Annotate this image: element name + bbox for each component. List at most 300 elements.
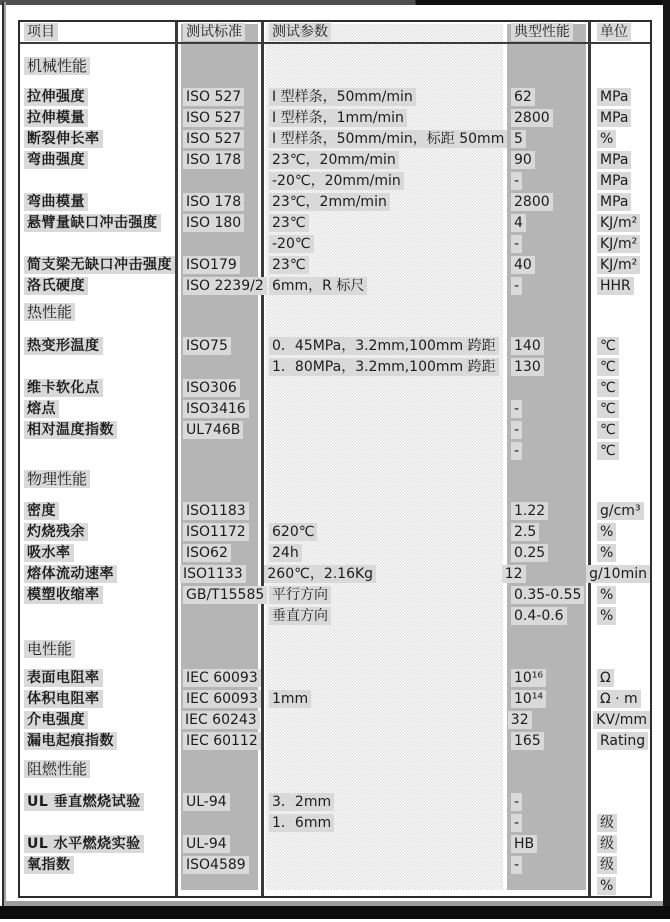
standard-cell <box>177 856 267 874</box>
property-section <box>20 468 650 626</box>
parameter-cell <box>267 607 507 625</box>
item-text: 吸水率 <box>24 544 74 562</box>
value-text: 12 <box>502 565 526 583</box>
param-text: I 型样条，50mm/min，标距 50mm <box>269 130 507 148</box>
table-row <box>20 667 650 688</box>
standard-text: UL746B <box>183 421 243 439</box>
typical-value-cell <box>507 793 591 811</box>
table-row <box>20 86 650 107</box>
unit-cell <box>591 400 650 418</box>
header-typical-label: 典型性能 <box>511 23 573 41</box>
unit-cell <box>591 877 650 895</box>
unit-cell <box>591 607 650 625</box>
unit-text: % <box>597 607 616 625</box>
table-row <box>20 440 650 461</box>
unit-cell <box>591 256 650 274</box>
standard-cell <box>177 793 267 811</box>
property-section <box>20 758 650 896</box>
unit-text: ℃ <box>597 379 619 397</box>
value-text: 165 <box>511 732 544 750</box>
parameter-cell <box>267 151 507 169</box>
typical-value-cell <box>507 172 591 190</box>
unit-text: % <box>597 523 616 541</box>
table-row <box>20 500 650 521</box>
typical-value-cell <box>507 235 591 253</box>
param-text: 1．80MPa，3.2mm,100mm 跨距 <box>269 358 499 376</box>
table-row <box>20 833 650 854</box>
typical-value-cell <box>507 130 591 148</box>
table-row <box>20 149 650 170</box>
item-text: 维卡软化点 <box>24 379 103 397</box>
typical-value-cell <box>507 358 591 376</box>
typical-value-cell <box>507 256 591 274</box>
item-cell <box>20 690 177 708</box>
item-text: 相对温度指数 <box>24 421 117 439</box>
param-text: 6mm，R 标尺 <box>269 277 367 295</box>
unit-text: g/cm³ <box>597 502 644 520</box>
unit-text: ℃ <box>597 442 619 460</box>
unit-text: Rating <box>597 732 648 750</box>
value-text: - <box>511 277 522 295</box>
item-text: 熔点 <box>24 400 59 418</box>
unit-text: 级 <box>597 856 617 874</box>
unit-text: % <box>597 877 616 895</box>
typical-value-cell <box>507 214 591 232</box>
value-text: 2800 <box>511 193 553 211</box>
parameter-cell <box>267 793 507 811</box>
parameter-cell <box>267 690 507 708</box>
typical-value-cell <box>507 337 591 355</box>
table-row <box>20 398 650 419</box>
unit-cell <box>587 711 650 729</box>
param-text: 1mm <box>269 690 311 708</box>
unit-cell <box>591 586 650 604</box>
unit-text: MPa <box>597 151 631 169</box>
parameter-cell <box>267 256 507 274</box>
standard-cell <box>177 109 267 127</box>
value-text: - <box>511 235 522 253</box>
unit-cell <box>591 172 650 190</box>
table-row <box>20 233 650 254</box>
value-text: 4 <box>511 214 526 232</box>
unit-text: ℃ <box>597 400 619 418</box>
unit-cell <box>591 856 650 874</box>
item-text: 介电强度 <box>24 711 88 729</box>
unit-text: MPa <box>597 193 631 211</box>
unit-cell <box>591 690 650 708</box>
unit-cell <box>591 544 650 562</box>
typical-value-cell <box>507 502 591 520</box>
standard-text: ISO 180 <box>183 214 244 232</box>
param-text: 23℃，2mm/min <box>269 193 390 211</box>
item-cell <box>20 214 177 232</box>
value-text: 10¹⁶ <box>511 669 546 687</box>
typical-value-cell <box>507 856 591 874</box>
unit-cell <box>591 502 650 520</box>
typical-value-cell <box>507 523 591 541</box>
standard-cell <box>177 379 267 397</box>
typical-value-cell <box>507 586 591 604</box>
table-row <box>20 128 650 149</box>
unit-text: ℃ <box>597 337 619 355</box>
item-cell <box>20 130 177 148</box>
unit-cell <box>591 814 650 832</box>
value-text: 32 <box>508 711 532 729</box>
param-text: 3．2mm <box>269 793 334 811</box>
item-cell <box>20 400 177 418</box>
item-cell <box>20 193 177 211</box>
standard-cell <box>177 193 267 211</box>
table-body <box>20 55 650 896</box>
value-text: 0.4-0.6 <box>511 607 567 625</box>
property-section <box>20 638 650 751</box>
item-text: UL 垂直燃烧试验 <box>24 793 144 811</box>
value-text: 2.5 <box>511 523 539 541</box>
parameter-cell <box>267 172 507 190</box>
standard-text: ISO1133 <box>180 565 246 583</box>
unit-cell <box>591 88 650 106</box>
typical-value-cell <box>507 88 591 106</box>
table-content <box>20 22 650 896</box>
item-cell <box>20 711 176 729</box>
item-cell <box>20 337 177 355</box>
unit-cell <box>591 151 650 169</box>
item-text: 洛氏硬度 <box>24 277 88 295</box>
typical-value-cell <box>507 442 591 460</box>
standard-cell <box>177 835 267 853</box>
item-text: 拉伸强度 <box>24 88 88 106</box>
unit-text: KJ/m² <box>597 235 640 253</box>
standard-text: IEC 60112 <box>183 732 261 750</box>
typical-value-cell <box>507 400 591 418</box>
parameter-cell <box>267 235 507 253</box>
value-text: 10¹⁴ <box>511 690 546 708</box>
param-text: 1．6mm <box>269 814 334 832</box>
unit-text: ℃ <box>597 358 619 376</box>
parameter-cell <box>267 214 507 232</box>
typical-value-cell <box>507 421 591 439</box>
item-cell <box>20 421 177 439</box>
standard-cell <box>177 130 267 148</box>
table-header-row <box>20 22 650 44</box>
item-text: 表面电阻率 <box>24 669 103 687</box>
param-text: 620℃ <box>269 523 317 541</box>
unit-cell <box>591 358 650 376</box>
section-title <box>20 468 650 490</box>
unit-cell <box>591 277 650 295</box>
unit-text: Ω <box>597 669 614 687</box>
standard-text: ISO3416 <box>183 400 249 418</box>
unit-cell <box>591 337 650 355</box>
item-cell <box>20 502 177 520</box>
header-item-label: 项目 <box>24 23 58 41</box>
item-text: 弯曲模量 <box>24 193 88 211</box>
table-row <box>20 170 650 191</box>
item-text: 熔体流动速率 <box>24 565 117 583</box>
standard-text: IEC 60093 <box>183 690 261 708</box>
parameter-cell <box>267 523 507 541</box>
item-cell <box>20 88 177 106</box>
standard-cell <box>177 586 267 604</box>
standard-cell <box>177 502 267 520</box>
param-text: 垂直方向 <box>269 607 331 625</box>
standard-text: ISO 527 <box>183 88 244 106</box>
standard-cell <box>177 337 267 355</box>
item-cell <box>20 277 177 295</box>
value-text: - <box>511 400 522 418</box>
item-cell <box>20 586 177 604</box>
section-rows <box>20 667 650 751</box>
table-row <box>20 419 650 440</box>
parameter-cell <box>267 193 507 211</box>
frame-right-edge <box>663 0 670 918</box>
unit-text: g/10min <box>586 565 650 583</box>
item-cell <box>20 835 177 853</box>
unit-text: MPa <box>597 88 631 106</box>
standard-text: IEC 60243 <box>182 711 260 729</box>
typical-value-cell <box>504 711 587 729</box>
param-text: -20℃ <box>269 235 314 253</box>
unit-cell <box>591 835 650 853</box>
typical-value-cell <box>507 669 591 687</box>
typical-value-cell <box>507 690 591 708</box>
typical-value-cell <box>507 277 591 295</box>
unit-text: 级 <box>597 814 617 832</box>
table-row <box>20 107 650 128</box>
frame-top-edge <box>0 0 670 5</box>
header-unit-cell <box>591 23 650 41</box>
header-item-cell <box>20 23 177 41</box>
frame-bottom-edge <box>0 906 670 919</box>
typical-value-cell <box>507 544 591 562</box>
param-text: I 型样条，1mm/min <box>269 109 407 127</box>
standard-text: ISO1183 <box>183 502 249 520</box>
table-row <box>20 730 650 751</box>
value-text: - <box>511 814 522 832</box>
param-text: 23℃ <box>269 214 309 232</box>
parameter-cell <box>267 586 507 604</box>
header-standard-label: 测试标准 <box>183 23 245 41</box>
property-section <box>20 55 650 296</box>
item-text: 模塑收缩率 <box>24 586 103 604</box>
table-row <box>20 335 650 356</box>
table-row <box>20 875 650 896</box>
section-title <box>20 301 650 323</box>
unit-text: MPa <box>597 109 631 127</box>
param-text: 23℃ <box>269 256 309 274</box>
item-text: 拉伸模量 <box>24 109 88 127</box>
item-cell <box>20 732 177 750</box>
table-row <box>20 563 650 584</box>
properties-table <box>18 20 652 898</box>
unit-cell <box>591 732 650 750</box>
value-text: 1.22 <box>511 502 548 520</box>
standard-text: ISO 527 <box>183 109 244 127</box>
section-rows <box>20 500 650 626</box>
standard-cell <box>177 88 267 106</box>
frame-left-edge <box>2 2 6 916</box>
unit-text: Ω · m <box>597 690 641 708</box>
header-parameter-label: 测试参数 <box>269 23 331 41</box>
section-title-text: 热性能 <box>24 303 75 321</box>
parameter-cell <box>267 814 507 832</box>
param-text: 23℃，20mm/min <box>269 151 399 169</box>
typical-value-cell <box>507 814 591 832</box>
standard-text: ISO 2239/2 <box>183 277 267 295</box>
item-text: 漏电起痕指数 <box>24 732 117 750</box>
unit-cell <box>591 442 650 460</box>
unit-text: % <box>597 544 616 562</box>
parameter-cell <box>267 358 507 376</box>
param-text: -20℃，20mm/min <box>269 172 404 190</box>
item-cell <box>20 565 174 583</box>
item-cell <box>20 523 177 541</box>
item-text: 断裂伸长率 <box>24 130 103 148</box>
unit-cell <box>591 109 650 127</box>
standard-text: GB/T15585 <box>183 586 267 604</box>
standard-cell <box>177 523 267 541</box>
unit-text: KJ/m² <box>597 214 640 232</box>
section-title-text: 物理性能 <box>24 470 90 488</box>
typical-value-cell <box>507 732 591 750</box>
value-text: - <box>511 421 522 439</box>
standard-cell <box>177 400 267 418</box>
section-title-text: 电性能 <box>24 640 75 658</box>
item-cell <box>20 669 177 687</box>
param-text: 0．45MPa，3.2mm,100mm 跨距 <box>269 337 499 355</box>
table-row <box>20 542 650 563</box>
value-text: 140 <box>511 337 544 355</box>
parameter-cell <box>267 130 507 148</box>
unit-cell <box>591 214 650 232</box>
typical-value-cell <box>507 151 591 169</box>
param-text: 平行方向 <box>269 586 331 604</box>
section-title-text: 阻燃性能 <box>24 760 90 778</box>
standard-text: ISO62 <box>183 544 231 562</box>
typical-value-cell <box>507 835 591 853</box>
typical-value-cell <box>507 607 591 625</box>
value-text: 62 <box>511 88 535 106</box>
standard-cell <box>177 669 267 687</box>
unit-cell <box>591 379 650 397</box>
table-row <box>20 854 650 875</box>
item-text: 简支梁无缺口冲击强度 <box>24 256 175 274</box>
unit-text: 级 <box>597 835 617 853</box>
parameter-cell <box>267 337 507 355</box>
standard-text: ISO1172 <box>183 523 249 541</box>
value-text: 40 <box>511 256 535 274</box>
section-title <box>20 638 650 660</box>
value-text: 0.25 <box>511 544 548 562</box>
header-typical-cell <box>507 23 591 41</box>
value-text: 90 <box>511 151 535 169</box>
unit-cell <box>580 565 650 583</box>
typical-value-cell <box>507 109 591 127</box>
parameter-cell <box>267 88 507 106</box>
item-cell <box>20 109 177 127</box>
table-row <box>20 791 650 812</box>
table-row <box>20 356 650 377</box>
parameter-cell <box>267 109 507 127</box>
unit-text: MPa <box>597 172 631 190</box>
value-text: 130 <box>511 358 544 376</box>
header-unit-label: 单位 <box>597 23 631 41</box>
item-cell <box>20 256 177 274</box>
standard-cell <box>177 690 267 708</box>
item-text: UL 水平燃烧实验 <box>24 835 144 853</box>
standard-text: ISO4589 <box>183 856 249 874</box>
item-text: 悬臂量缺口冲击强度 <box>24 214 161 232</box>
table-row <box>20 584 650 605</box>
unit-cell <box>591 235 650 253</box>
standard-text: ISO 178 <box>183 151 244 169</box>
unit-text: KV/mm <box>593 711 650 729</box>
standard-cell <box>177 421 267 439</box>
table-row <box>20 688 650 709</box>
standard-cell <box>177 256 267 274</box>
section-rows <box>20 86 650 296</box>
property-section <box>20 301 650 461</box>
standard-text: IEC 60093 <box>183 669 261 687</box>
table-row <box>20 275 650 296</box>
unit-cell <box>591 193 650 211</box>
table-row <box>20 254 650 275</box>
item-text: 氧指数 <box>24 856 74 874</box>
standard-text: ISO 527 <box>183 130 244 148</box>
value-text: - <box>511 856 522 874</box>
value-text: - <box>511 793 522 811</box>
parameter-cell <box>262 565 497 583</box>
value-text: 2800 <box>511 109 553 127</box>
param-text: 24h <box>269 544 302 562</box>
standard-cell <box>174 565 262 583</box>
item-text: 弯曲强度 <box>24 151 88 169</box>
unit-text: HHR <box>597 277 634 295</box>
item-text: 体积电阻率 <box>24 690 103 708</box>
param-text: I 型样条，50mm/min <box>269 88 416 106</box>
section-rows <box>20 335 650 461</box>
section-title <box>20 758 650 780</box>
standard-text: ISO 178 <box>183 193 244 211</box>
item-cell <box>20 856 177 874</box>
item-cell <box>20 151 177 169</box>
table-row <box>20 812 650 833</box>
item-text: 热变形温度 <box>24 337 103 355</box>
standard-text: ISO179 <box>183 256 240 274</box>
table-row <box>20 709 650 730</box>
table-row <box>20 521 650 542</box>
unit-text: % <box>597 586 616 604</box>
item-text: 灼烧残余 <box>24 523 88 541</box>
standard-cell <box>177 732 267 750</box>
parameter-cell <box>267 544 507 562</box>
item-text: 密度 <box>24 502 59 520</box>
table-row <box>20 377 650 398</box>
unit-text: KJ/m² <box>597 256 640 274</box>
table-row <box>20 605 650 626</box>
unit-text: ℃ <box>597 421 619 439</box>
section-title <box>20 55 650 77</box>
standard-cell <box>177 151 267 169</box>
standard-text: ISO306 <box>183 379 240 397</box>
parameter-cell <box>267 277 507 295</box>
value-text: - <box>511 172 522 190</box>
table-row <box>20 212 650 233</box>
section-title-text: 机械性能 <box>24 57 90 75</box>
unit-cell <box>591 669 650 687</box>
section-rows <box>20 791 650 896</box>
param-text: 260℃，2.16Kg <box>264 565 376 583</box>
